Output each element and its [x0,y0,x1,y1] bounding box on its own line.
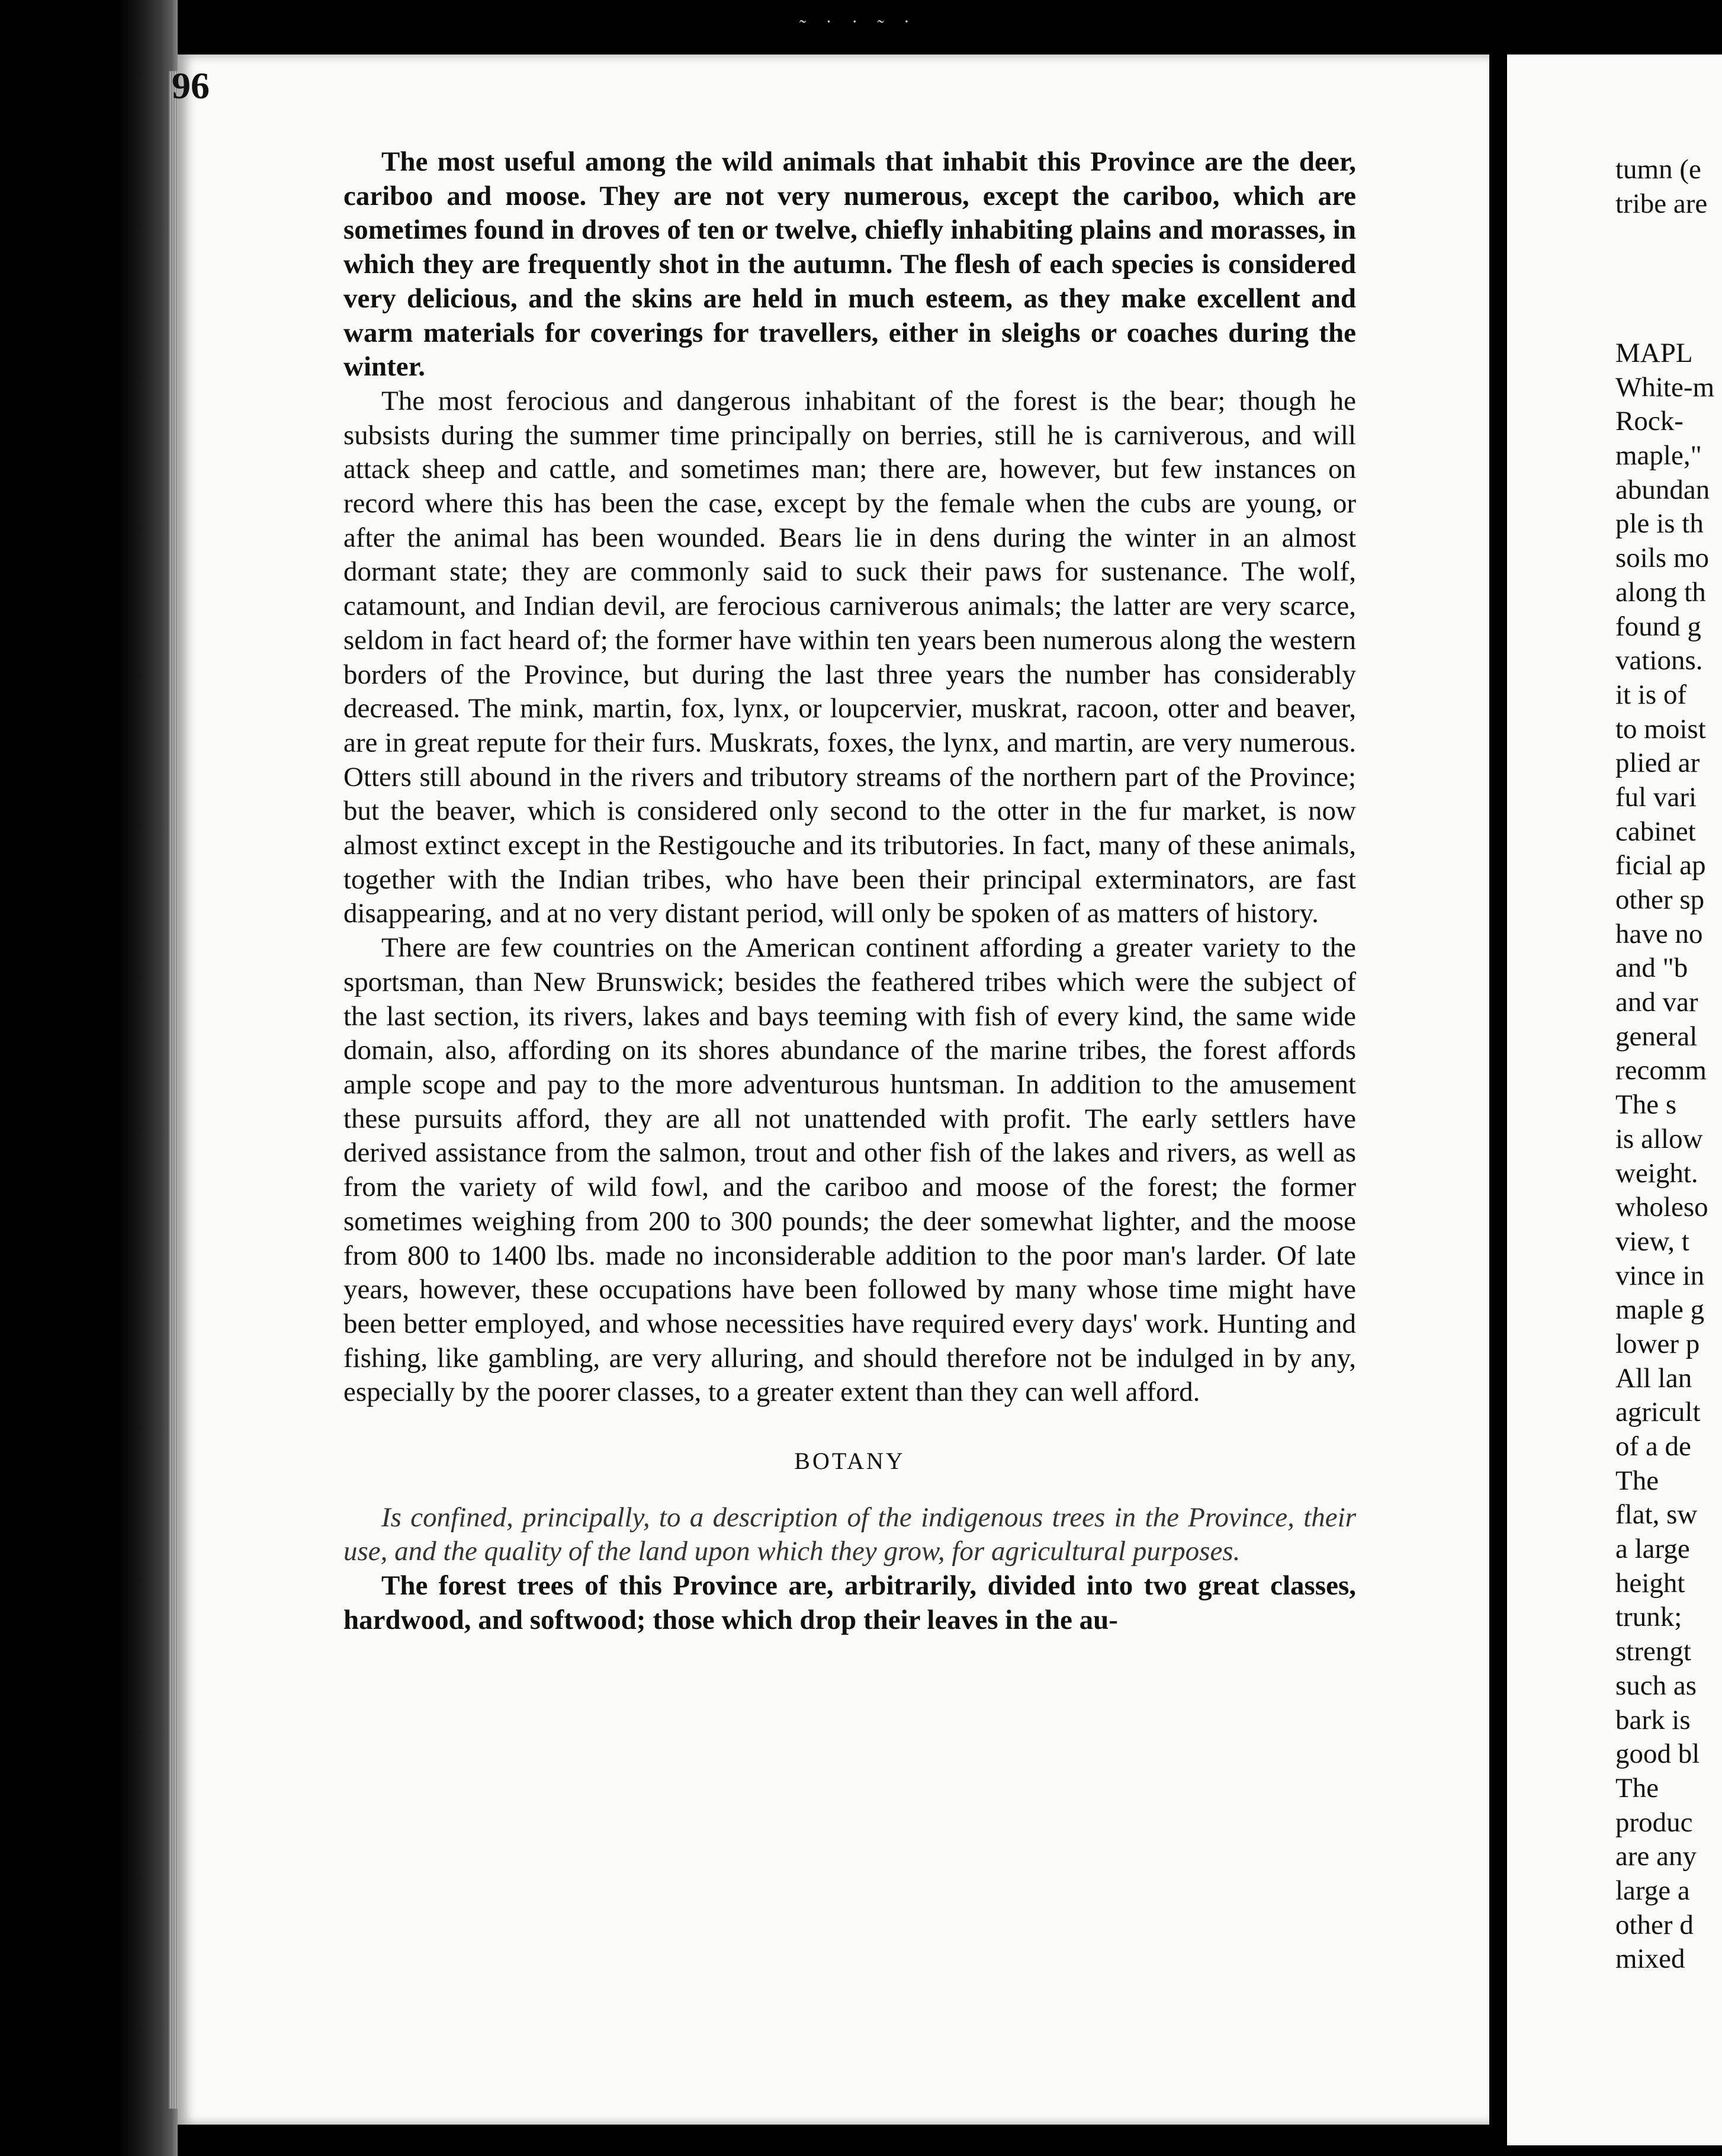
adjacent-line: tumn (e [1615,154,1701,185]
adjacent-line: large a [1615,1875,1690,1906]
main-text-column [343,145,1356,1638]
adjacent-line: general [1615,1021,1698,1052]
adjacent-line: to moist [1615,713,1706,745]
adjacent-line: vations. [1615,645,1703,676]
adjacent-line: All lan [1615,1362,1692,1394]
paragraph-sportsman: There are few countries on the American continent affording a greater variety to the sportsman, than New Brunswick; besides the feathered tribes which were the subject of the last section, its rivers, lakes and bays teeming with fish of every kind, the same wide domain, also, affording on its shores abundance of the marine tribes, the forest affords ample scope and pay to the more adventurous huntsman. In addition to the amusement these pursuits afford, they are all not unattended with profit. The early settlers have derived assistance from the salmon, trout and other fish of the lakes and rivers, as well as from the variety of wild fowl, and the cariboo and moose of the forest; the former sometimes weighing from 200 to 300 pounds; the deer somewhat lighter, and the moose from 800 to 1400 lbs. made no inconsiderable addition to the poor man's larder. Of late years, however, these occupations have been followed by many whose time might have been better employed, and whose necessities have required every days' work. Hunting and fishing, like gambling, are very alluring, and should therefore not be indulged in by any, especially by the poorer classes, to a greater extent than they can well afford. [343,932,1356,1408]
adjacent-line: view, t [1615,1225,1689,1257]
adjacent-line: are any [1615,1841,1697,1872]
adjacent-line: a large [1615,1533,1690,1565]
adjacent-line: good bl [1615,1738,1700,1770]
adjacent-line: such as [1615,1670,1697,1701]
adjacent-line: have no [1615,918,1703,949]
paragraph-forest-trees: The forest trees of this Province are, arbitrarily, divided into two great classes, hardwood, and softwood; those which drop their leaves in the au- [343,1570,1356,1635]
section-subtitle: Is confined, principally, to a description of the indigenous trees in the Province, their use, and the quality of the land upon which they grow, for agricultural purposes. [343,1502,1356,1567]
adjacent-line: recomm [1615,1055,1707,1086]
adjacent-line: ful vari [1615,781,1697,813]
adjacent-page-lines [1615,336,1722,1977]
page-number: 96 [172,65,210,107]
adjacent-line: White-m [1615,371,1715,403]
adjacent-line: and "b [1615,952,1688,984]
adjacent-line: is allow [1615,1123,1703,1154]
paragraph-bear: The most ferocious and dangerous inhabitant of the forest is the bear; though he subsists during the summer time principally on berries, still he is carniverous, and will attack sheep and cattle, and sometimes man; there are, however, but few instances on record where this has been the case, except by the female when the cubs are young, or after the animal has been wounded. Bears lie in dens during the winter in an almost dormant state; they are commonly said to suck their paws for sustenance. The wolf, catamount, and Indian devil, are ferocious carniverous animals; the latter are very scarce, seldom in fact heard of; the former have within ten years been numerous along the western borders of the Province, but during the last three years the number has considerably decreased. The mink, martin, fox, lynx, or loupcervier, muskrat, racoon, otter and beaver, are in great repute for their furs. Muskrats, foxes, the lynx, and martin, are very numerous. Otters still abound in the rivers and tributory streams of the northern part of the Province; but the beaver, which is considered only second to the otter in the fur market, is now almost extinct except in the Restigouche and its tributories. In fact, many of these animals, together with the Indian tribes, who have been their principal exterminators, are fast disappearing, and at no very distant period, will only be spoken of as matters of history. [343,385,1356,929]
adjacent-line: of a de [1615,1431,1691,1462]
section-heading-botany: BOTANY [794,1448,905,1475]
adjacent-line: it is of [1615,679,1687,710]
adjacent-line: Rock- [1615,406,1684,437]
adjacent-line: produc [1615,1807,1693,1838]
adjacent-page-top [1615,153,1722,221]
adjacent-line: and var [1615,987,1698,1018]
adjacent-line: vince in [1615,1260,1705,1291]
adjacent-line: abundan [1615,474,1710,505]
adjacent-line: wholeso [1615,1192,1708,1223]
adjacent-line: maple g [1615,1294,1705,1326]
adjacent-line: lower p [1615,1328,1700,1359]
adjacent-line: mixed [1615,1943,1685,1975]
adjacent-line: MAPL [1615,338,1693,368]
adjacent-line: maple," [1615,440,1702,471]
adjacent-line: The s [1615,1089,1677,1121]
adjacent-line: ple is th [1615,508,1704,540]
adjacent-line: height [1615,1567,1685,1599]
adjacent-line: trunk; [1615,1602,1682,1633]
scan-marks: ˜ ˙ ˙ ˜ ˙ [799,17,917,38]
adjacent-line: soils mo [1615,543,1710,574]
adjacent-line: tribe are [1615,188,1708,219]
paragraph-wild-animals: The most useful among the wild animals that inhabit this Province are the deer, cariboo and moose. They are not very numerous, except the cariboo, which are sometimes found in droves of ten or twelve, chiefly inhabiting plains and morasses, in which they are frequently shot in the autumn. The flesh of each species is considered very delicious, and the skins are held in much esteem, as they make excellent and warm materials for coverings for travellers, either in sleighs or coaches during the winter. [343,146,1356,383]
adjacent-line: along th [1615,576,1706,608]
adjacent-line: ficial ap [1615,850,1706,881]
adjacent-line: other sp [1615,884,1705,915]
adjacent-line: flat, sw [1615,1499,1698,1531]
adjacent-line: plied ar [1615,747,1700,779]
adjacent-line: found g [1615,611,1701,642]
adjacent-line: other d [1615,1909,1694,1940]
adjacent-line: weight. [1615,1157,1698,1189]
adjacent-line: strengt [1615,1636,1691,1667]
adjacent-line: agricult [1615,1397,1701,1428]
adjacent-line: The [1615,1772,1659,1804]
adjacent-line: cabinet [1615,816,1696,847]
book-spine [0,0,178,2156]
adjacent-line: bark is [1615,1704,1691,1735]
adjacent-line: The [1615,1465,1659,1496]
